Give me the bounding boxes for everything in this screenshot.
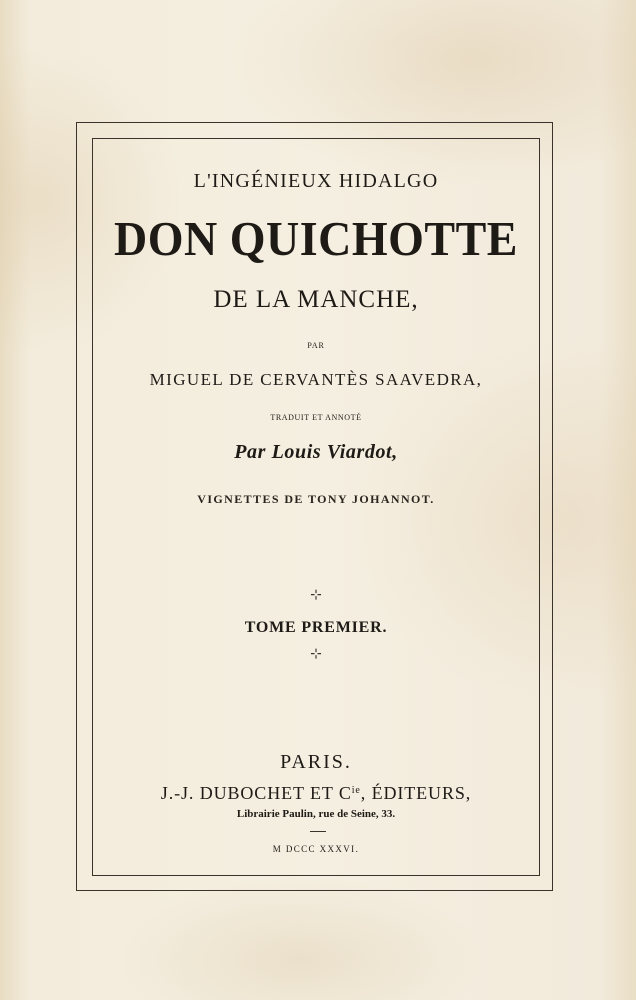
translator-name: Par Louis Viardot,: [234, 441, 398, 463]
volume-label: TOME PREMIER.: [244, 619, 388, 636]
author-name: MIGUEL DE CERVANTÈS SAAVEDRA,: [149, 370, 483, 389]
short-rule: [310, 831, 326, 832]
publisher-superscript: ie: [351, 785, 361, 796]
publisher: [92, 783, 540, 804]
city: PARIS.: [280, 751, 352, 773]
ornament-top-icon: ⊹: [310, 588, 322, 603]
publisher-main: J.-J. DUBOCHET ET C: [160, 783, 352, 803]
vignettes-credit: VIGNETTES DE TONY JOHANNOT.: [197, 492, 435, 506]
by-label: PAR: [307, 341, 325, 350]
title-prefix: L'INGÉNIEUX HIDALGO: [193, 170, 439, 192]
publication-year: M DCCC XXXVI.: [272, 844, 360, 854]
translated-label: TRADUIT ET ANNOTÉ: [270, 413, 362, 422]
book-title: DON QUICHOTTE: [114, 211, 518, 266]
publisher-rest: , ÉDITEURS,: [360, 783, 472, 803]
book-subtitle: DE LA MANCHE,: [213, 286, 419, 313]
ornament-bottom-icon: ⊹: [310, 647, 322, 662]
bookshop-address: Librairie Paulin, rue de Seine, 33.: [236, 808, 396, 820]
